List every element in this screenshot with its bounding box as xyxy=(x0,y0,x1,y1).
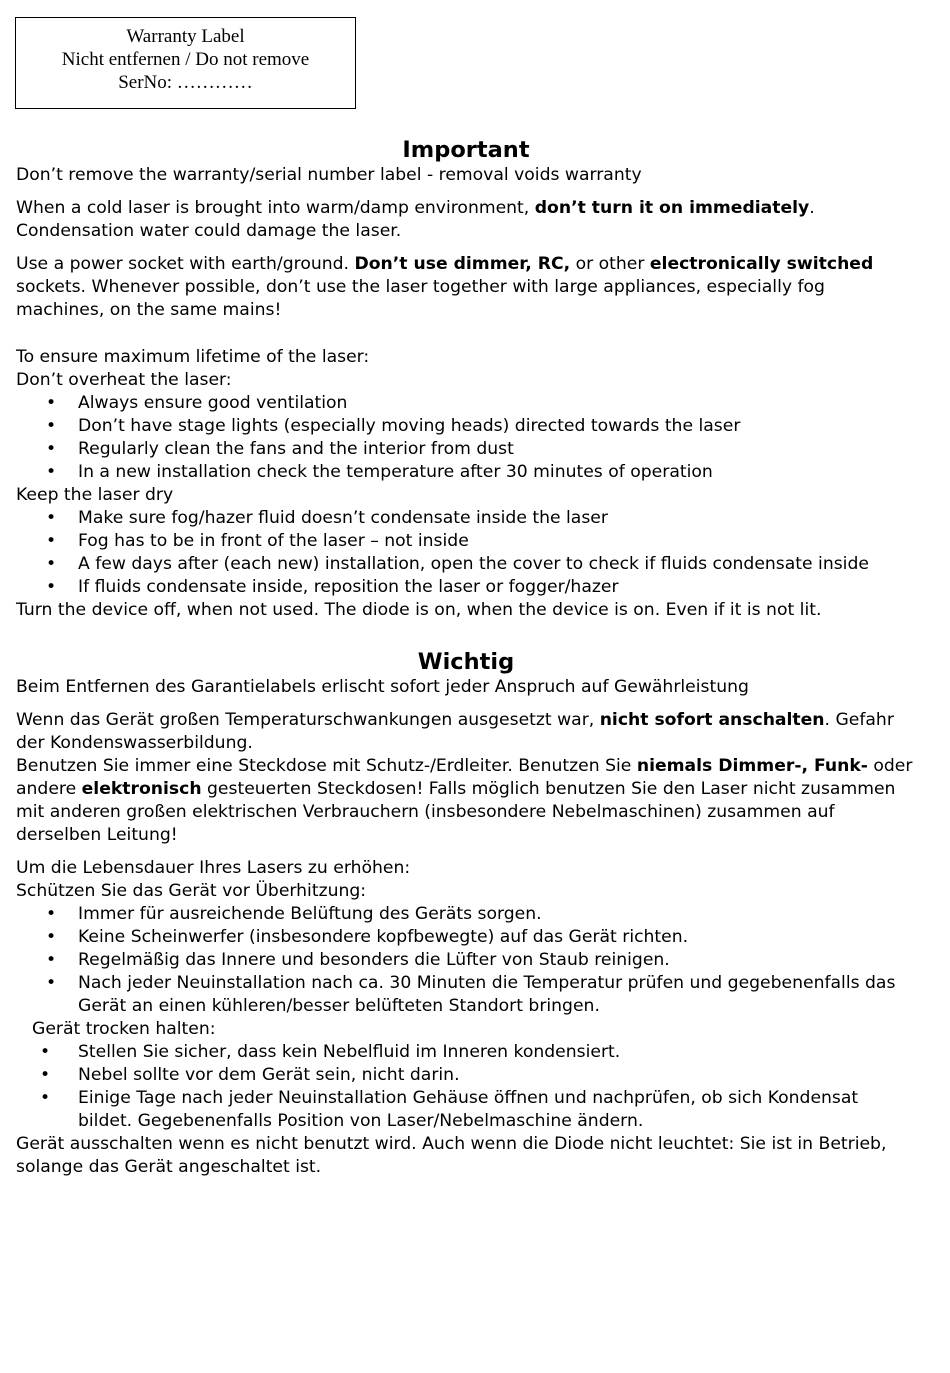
de-power-socket-warning: Benutzen Sie immer eine Steckdose mit Schutz-/Erdleiter. Benutzen Sie niemals Dimmer-, Funk- oder andere elektronisch gesteuerten Steckdosen! Falls möglich benutzen Sie den Laser nicht zusammen mit anderen großen elektrischen Verbrauchern (insbesondere Nebelmaschinen) zusammen auf derselben Leitung! xyxy=(16,756,913,845)
heading-important: Important xyxy=(402,137,530,163)
de-overheat-list xyxy=(16,903,916,1018)
de-temperature-warning: Wenn das Gerät großen Temperaturschwankungen ausgesetzt war, nicht sofort anschalten. Gefahr der Kondenswasserbildung. xyxy=(16,710,894,753)
list-item: • Always ensure good ventilation xyxy=(46,393,348,413)
list-item: • Regularly clean the fans and the interior from dust xyxy=(46,439,514,459)
list-item: • Regelmäßig das Innere und besonders die Lüfter von Staub reinigen. xyxy=(46,950,670,970)
list-item: • Stellen Sie sicher, dass kein Nebelfluid im Inneren kondensiert. xyxy=(40,1042,621,1062)
en-dry-heading: Keep the laser dry xyxy=(16,485,174,505)
de-dry-heading: Gerät trocken halten: xyxy=(32,1019,216,1039)
en-dry-list xyxy=(16,507,916,599)
warranty-label-title: Warranty Label xyxy=(126,26,245,47)
heading-wichtig: Wichtig xyxy=(417,649,515,675)
en-power-socket-warning: Use a power socket with earth/ground. Don’t use dimmer, RC, or other electronically switched sockets. Whenever possible, don’t use the laser together with large appliances, especially fog machines, on the same mains! xyxy=(16,254,874,320)
en-lifetime-intro: To ensure maximum lifetime of the laser: xyxy=(16,347,370,367)
list-item: • A few days after (each new) installation, open the cover to check if fluids condensate inside xyxy=(46,554,869,574)
en-cold-laser-warning: When a cold laser is brought into warm/damp environment, don’t turn it on immediately. Condensation water could damage the laser. xyxy=(16,198,815,241)
list-item: • Keine Scheinwerfer (insbesondere kopfbewegte) auf das Gerät richten. xyxy=(46,927,689,947)
warranty-label-notice: Nicht entfernen / Do not remove xyxy=(61,49,310,70)
en-overheat-list xyxy=(16,392,916,484)
warranty-label-box xyxy=(15,17,356,109)
de-overheat-heading: Schützen Sie das Gerät vor Überhitzung: xyxy=(16,881,367,901)
list-item: • Einige Tage nach jeder Neuinstallation Gehäuse öffnen und nachprüfen, ob sich Kondensat bildet. Gegebenenfalls Position von Laser/Nebelmaschine ändern. xyxy=(40,1088,859,1131)
list-item: • Make sure fog/hazer fluid doesn’t condensate inside the laser xyxy=(46,508,608,528)
de-lifetime-intro: Um die Lebensdauer Ihres Lasers zu erhöhen: xyxy=(16,858,411,878)
list-item: • In a new installation check the temperature after 30 minutes of operation xyxy=(46,462,713,482)
de-dry-list xyxy=(16,1041,916,1133)
list-item: • Nach jeder Neuinstallation nach ca. 30 Minuten die Temperatur prüfen und gegebenenfalls das Gerät an einen kühleren/besser belüfteten Standort bringen. xyxy=(46,973,896,1016)
list-item: • Fog has to be in front of the laser – not inside xyxy=(46,531,469,551)
list-item: • Don’t have stage lights (especially moving heads) directed towards the laser xyxy=(46,416,741,436)
en-label-notice: Don’t remove the warranty/serial number label - removal voids warranty xyxy=(16,165,642,185)
de-turn-off-note: Gerät ausschalten wenn es nicht benutzt wird. Auch wenn die Diode nicht leuchtet: Sie ist in Betrieb, solange das Gerät angeschaltet ist. xyxy=(16,1134,887,1177)
list-item: • If fluids condensate inside, reposition the laser or fogger/hazer xyxy=(46,577,619,597)
en-overheat-heading: Don’t overheat the laser: xyxy=(16,370,232,390)
list-item: • Immer für ausreichende Belüftung des Geräts sorgen. xyxy=(46,904,542,924)
list-item: • Nebel sollte vor dem Gerät sein, nicht darin. xyxy=(40,1065,460,1085)
warranty-label-serno: SerNo: ………… xyxy=(118,72,253,93)
document-body xyxy=(16,136,916,1179)
de-label-notice: Beim Entfernen des Garantielabels erlischt sofort jeder Anspruch auf Gewährleistung xyxy=(16,677,749,697)
en-turn-off-note: Turn the device off, when not used. The diode is on, when the device is on. Even if it is not lit. xyxy=(16,600,822,620)
